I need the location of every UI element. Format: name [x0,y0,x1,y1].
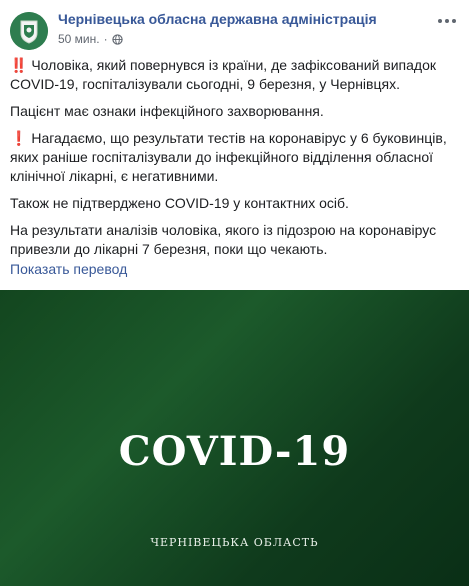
post-text [10,56,459,267]
globe-icon [112,34,123,45]
page-name-link[interactable]: Чернівецька обласна державна адміністрація [58,11,377,27]
exclamation-icon: ❗ [10,130,28,146]
post-paragraph: ❗ Нагадаємо, що результати тестів на коронавірус у 6 буковинців, яких раніше госпіталізували до інфекційного відділення обласної клінічної лікарні, є негативними. [10,130,447,184]
post-image-banner[interactable] [0,290,469,586]
show-translation-link[interactable]: Показать перевод [10,261,128,277]
post-header [10,8,459,52]
post-paragraph: Також не підтверджено COVID-19 у контактних осіб. [10,195,349,211]
double-exclamation-icon: ‼️ [10,57,28,73]
post-time[interactable]: 50 мин. [58,32,100,46]
page-avatar[interactable] [10,12,48,50]
more-dots-icon [438,19,442,23]
banner-subtitle: ЧЕРНІВЕЦЬКА ОБЛАСТЬ [150,536,319,549]
banner-title: COVID-19 [118,428,351,475]
post-paragraph: На результати аналізів чоловіка, якого із підозрою на коронавірус привезли до лікарні 7 березня, поки що чекають. [10,222,437,257]
coat-of-arms-icon [10,12,48,50]
post-paragraph: Пацієнт має ознаки інфекційного захворювання. [10,103,324,119]
more-options-button[interactable] [435,12,459,30]
post-meta: 50 мин. · [58,32,123,46]
post-paragraph: ‼️ Чоловіка, який повернувся із країни, де зафіксований випадок COVID-19, госпіталізували сьогодні, 9 березня, у Чернівцях. [10,57,437,92]
